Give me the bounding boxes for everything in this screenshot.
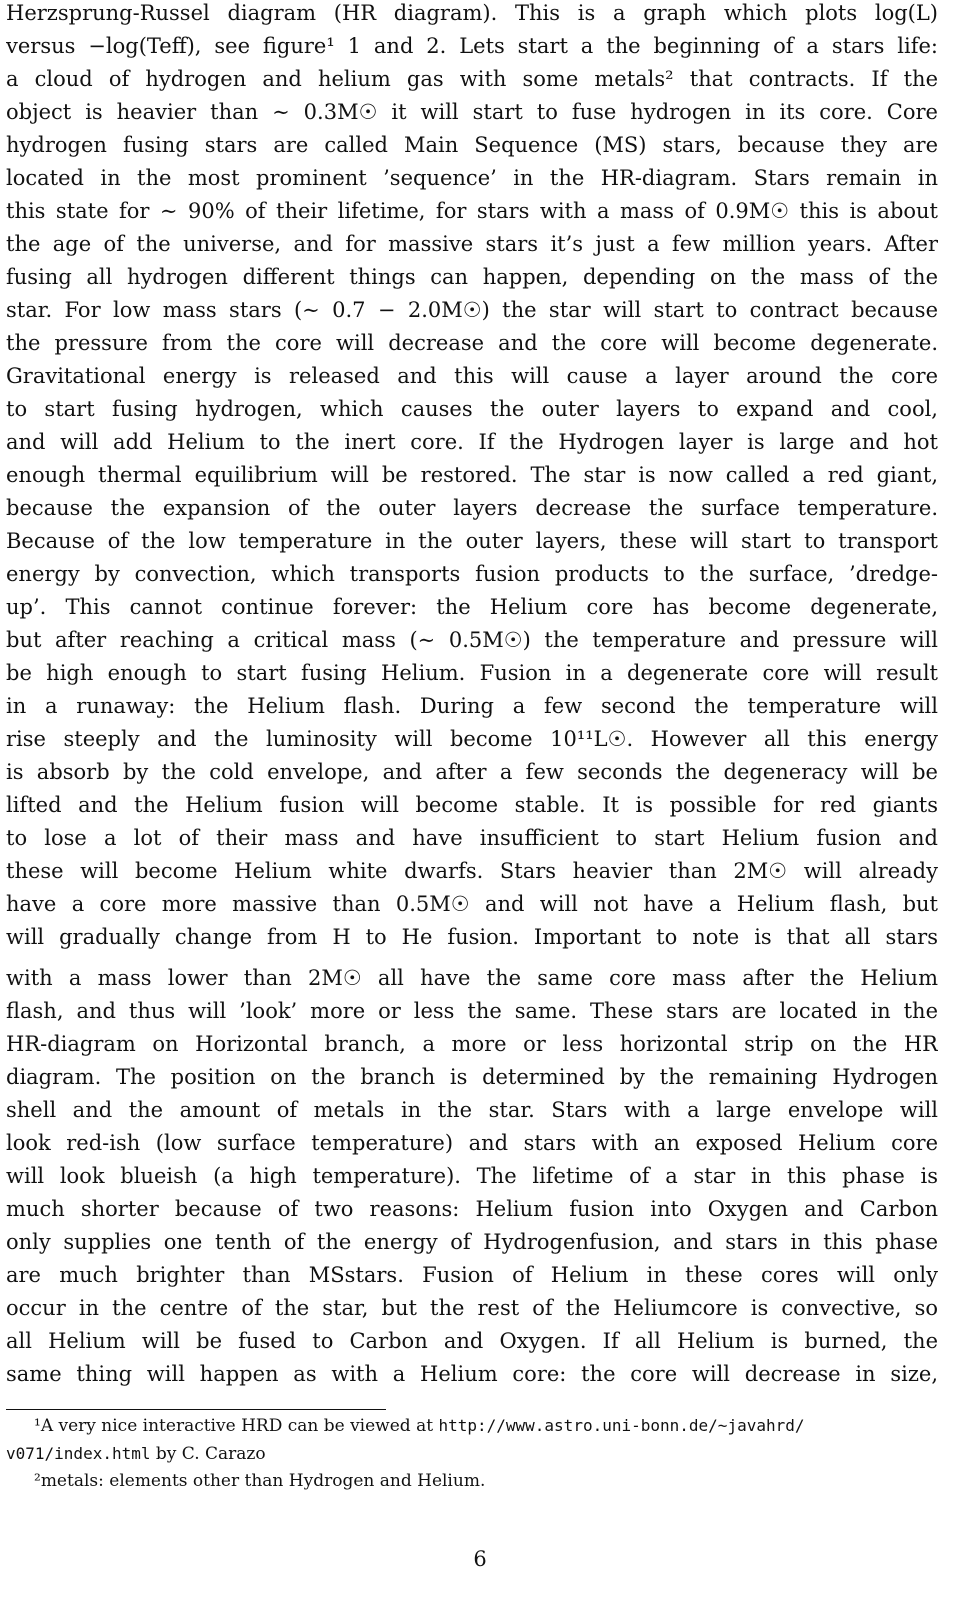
footnote-1-url[interactable]: http://www.astro.uni-bonn.de/~javahrd/ [438,1416,805,1435]
page-number: 6 [473,1547,487,1571]
text-line: all Helium will be fused to Carbon and Oxygen. If all Helium is burned, the [6,1329,938,1353]
text-line: Herzsprung-Russel diagram (HR diagram). This is a graph which plots log(L) [6,1,938,25]
text-line: will look blueish (a high temperature). The lifetime of a star in this phase is [6,1164,938,1188]
paragraph-hr-diagram [6,0,938,954]
footnote-divider [6,1409,386,1410]
text-line: HR-diagram on Horizontal branch, a more or less horizontal strip on the HR [6,1032,938,1056]
text-line: versus −log(Teff), see figure¹ 1 and 2. Lets start a the beginning of a stars life: [6,34,938,58]
footnote-1-text: ¹A very nice interactive HRD can be viewed at [34,1416,439,1436]
text-line: enough thermal equilibrium will be restored. The star is now called a red giant, [6,463,938,487]
text-line: only supplies one tenth of the energy of Hydrogenfusion, and stars in this phase [6,1230,938,1254]
text-line: look red-ish (low surface temperature) and stars with an exposed Helium core [6,1131,938,1155]
footnote-1 [6,1412,938,1440]
text-line: these will become Helium white dwarfs. Stars heavier than 2M☉ will already [6,859,938,883]
text-line: but after reaching a critical mass (∼ 0.5M☉) the temperature and pressure will [6,628,938,652]
text-line: same thing will happen as with a Helium core: the core will decrease in size, [6,1362,938,1386]
text-line: because the expansion of the outer layers decrease the surface temperature. [6,496,938,520]
text-line: this state for ∼ 90% of their lifetime, for stars with a mass of 0.9M☉ this is about [6,199,938,223]
text-line: Gravitational energy is released and this will cause a layer around the core [6,364,938,388]
text-line: up’. This cannot continue forever: the Helium core has become degenerate, [6,595,938,619]
text-line: have a core more massive than 0.5M☉ and will not have a Helium flash, but [6,892,938,916]
text-line: is absorb by the cold envelope, and after a few seconds the degeneracy will be [6,760,938,784]
text-line: the pressure from the core will decrease and the core will become degenerate. [6,331,938,355]
text-line: lifted and the Helium fusion will become stable. It is possible for red giants [6,793,938,817]
text-line: will gradually change from H to He fusion. Important to note is that all stars [6,925,938,949]
text-line: star. For low mass stars (∼ 0.7 − 2.0M☉) the star will start to contract because [6,298,938,322]
text-line: located in the most prominent ’sequence’ in the HR-diagram. Stars remain in [6,166,938,190]
text-line: and will add Helium to the inert core. If the Hydrogen layer is large and hot [6,430,938,454]
text-line: diagram. The position on the branch is determined by the remaining Hydrogen [6,1065,938,1089]
footnotes [6,1412,938,1495]
text-line: be high enough to start fusing Helium. Fusion in a degenerate core will result [6,661,938,685]
text-line: energy by convection, which transports fusion products to the surface, ’dredge- [6,562,938,586]
paragraph-horizontal-branch [6,962,938,1391]
text-line: in a runaway: the Helium flash. During a few second the temperature will [6,694,938,718]
footnote-1-url-continued[interactable]: v071/index.html [6,1444,151,1463]
text-line: shell and the amount of metals in the star. Stars with a large envelope will [6,1098,938,1122]
text-line: flash, and thus will ’look’ more or less the same. These stars are located in the [6,999,938,1023]
footnote-2-text: ²metals: elements other than Hydrogen and Helium. [34,1471,486,1491]
text-line: hydrogen fusing stars are called Main Sequence (MS) stars, because they are [6,133,938,157]
text-line: to start fusing hydrogen, which causes the outer layers to expand and cool, [6,397,938,421]
footnote-2 [6,1468,938,1495]
text-line: occur in the centre of the star, but the rest of the Heliumcore is convective, so [6,1296,938,1320]
text-line: the age of the universe, and for massive stars it’s just a few million years. After [6,232,938,256]
footnote-1-suffix: by C. Carazo [150,1444,266,1464]
text-line: a cloud of hydrogen and helium gas with some metals² that contracts. If the [6,67,938,91]
text-line: Because of the low temperature in the outer layers, these will start to transport [6,529,938,553]
text-line: to lose a lot of their mass and have insufficient to start Helium fusion and [6,826,938,850]
text-line: fusing all hydrogen different things can happen, depending on the mass of the [6,265,938,289]
text-line: with a mass lower than 2M☉ all have the same core mass after the Helium [6,966,938,990]
text-line: much shorter because of two reasons: Helium fusion into Oxygen and Carbon [6,1197,938,1221]
footnote-1-continued [6,1440,938,1468]
text-line: rise steeply and the luminosity will become 10¹¹L☉. However all this energy [6,727,938,751]
text-line: object is heavier than ∼ 0.3M☉ it will start to fuse hydrogen in its core. Core [6,100,938,124]
text-line: are much brighter than MSstars. Fusion of Helium in these cores will only [6,1263,938,1287]
